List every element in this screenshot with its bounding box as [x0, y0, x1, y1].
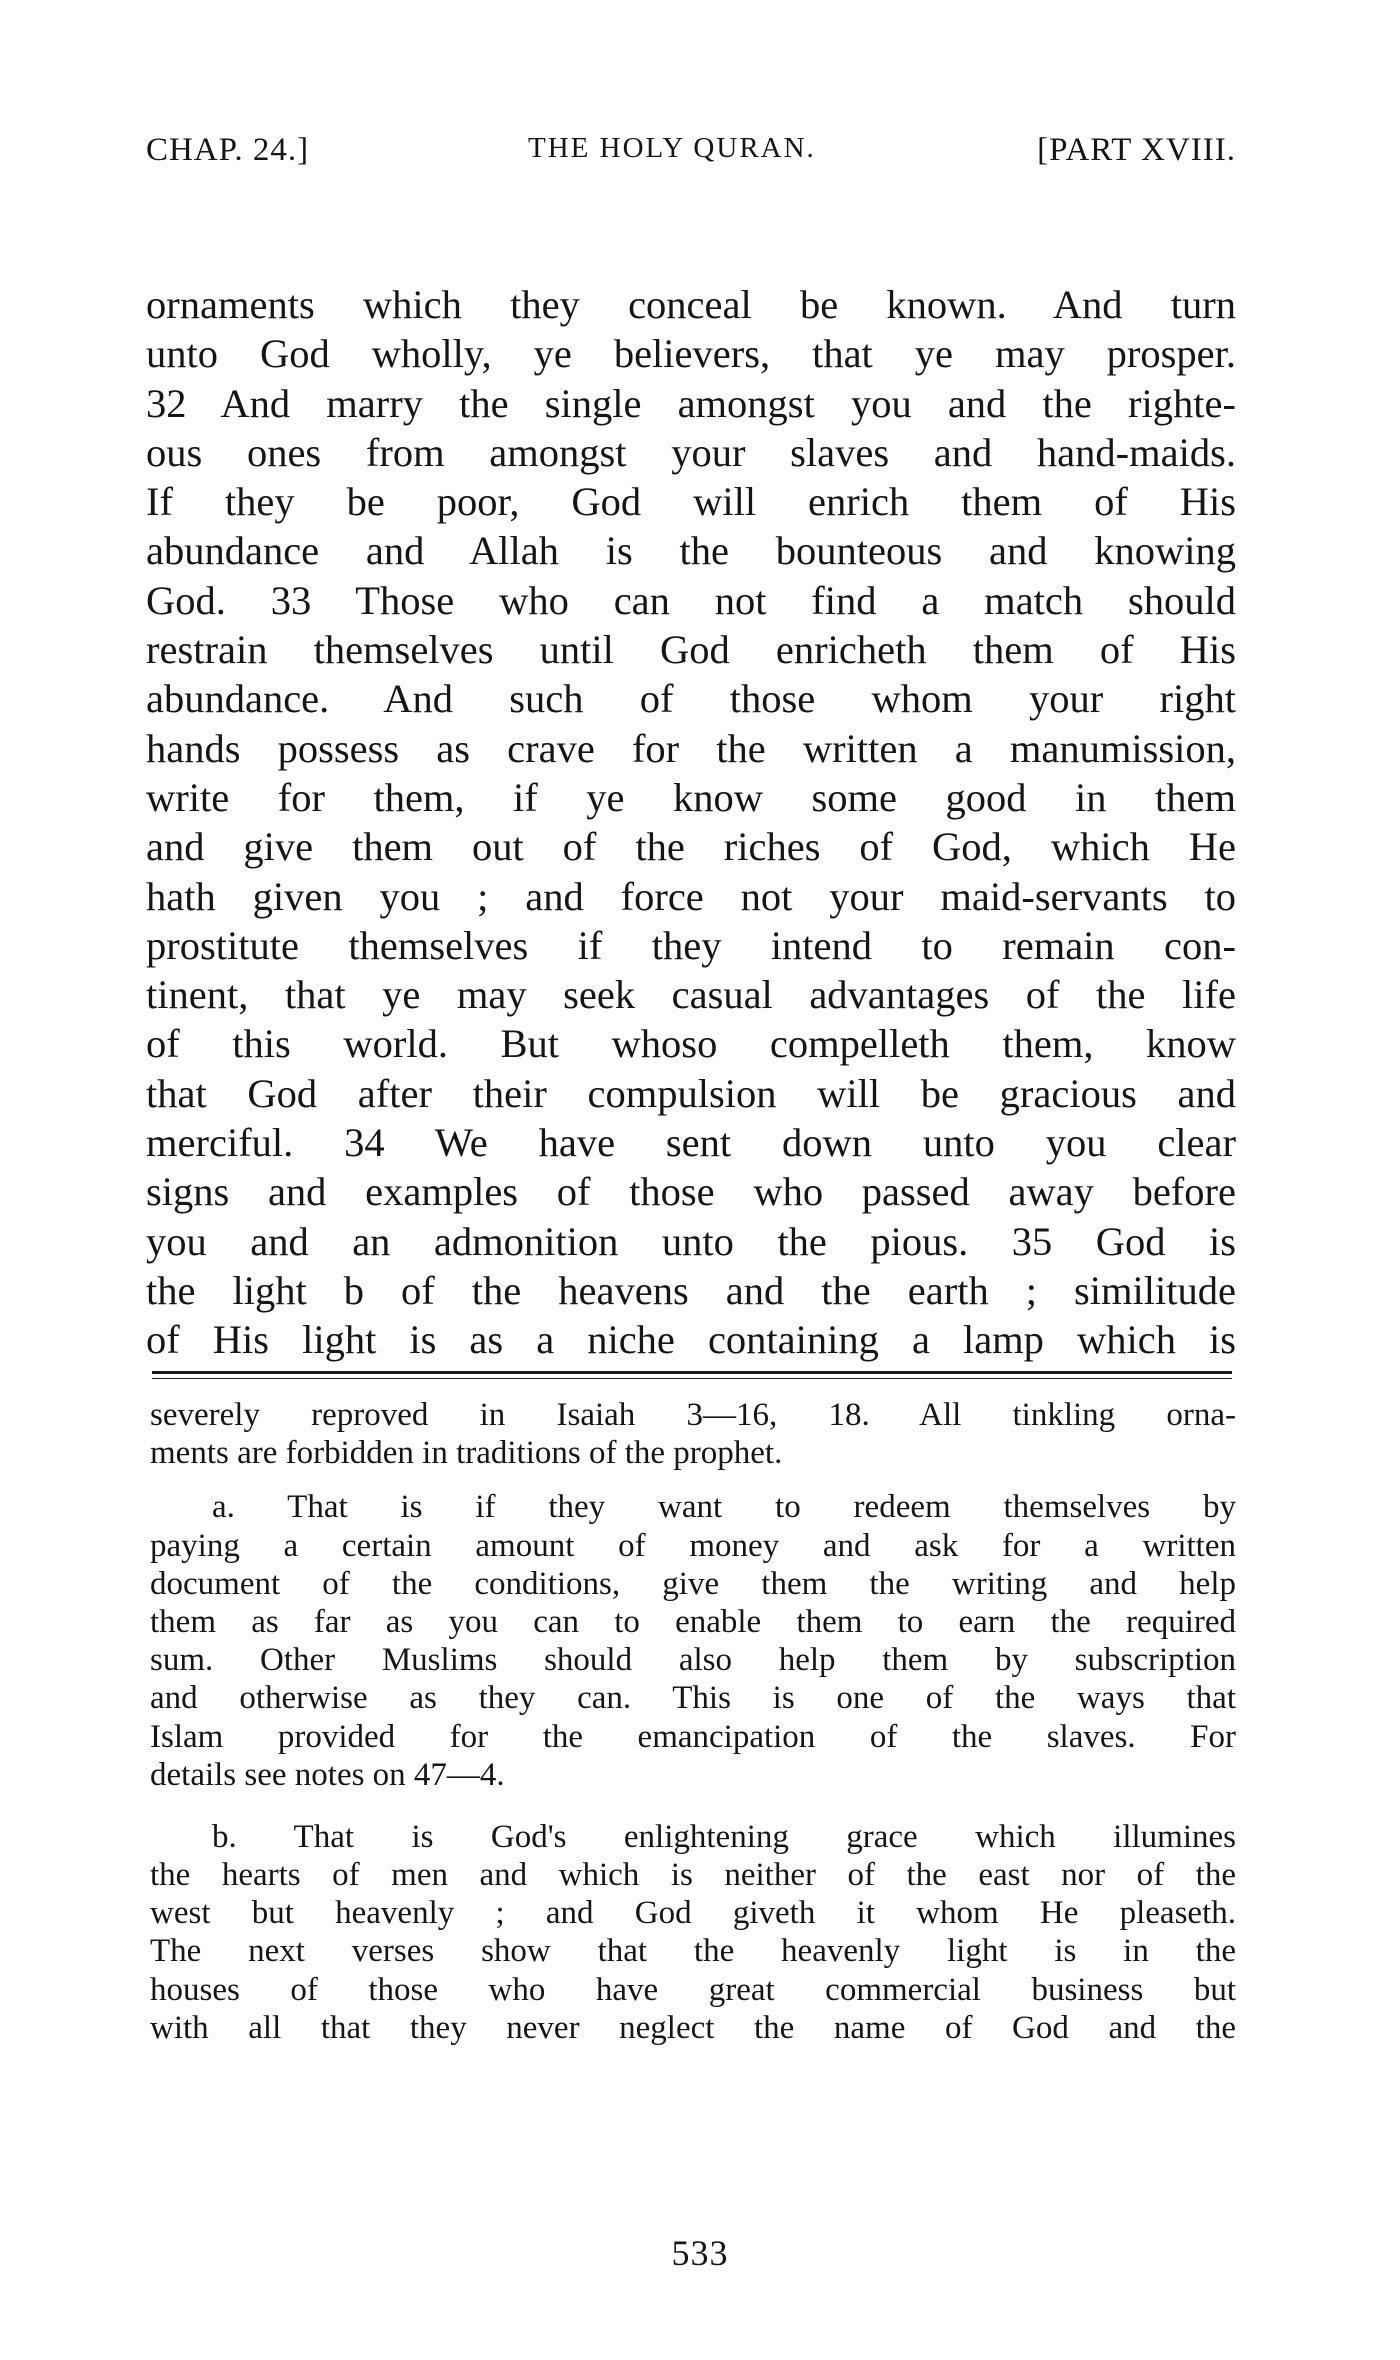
text-line: unto God wholly, ye believers, that ye may prosper. [146, 331, 1236, 377]
text-line: tinent, that ye may seek casual advantages of the life [146, 972, 1236, 1018]
footnote-line: sum. Other Muslims should also help them by subscription [150, 1642, 1236, 1679]
footnotes [150, 1396, 1236, 2063]
text-line: the light b of the heavens and the earth ; similitude [146, 1267, 1236, 1313]
text-line: If they be poor, God will enrich them of His [146, 479, 1236, 525]
text-line: abundance and Allah is the bounteous and knowing [146, 528, 1236, 574]
text-line: hath given you ; and force not your maid-servants to [146, 873, 1236, 919]
text-line: you and an admonition unto the pious. 35 God is [146, 1218, 1236, 1264]
text-line: abundance. And such of those whom your right [146, 676, 1236, 722]
footnote-line: a. That is if they want to redeem themselves by [212, 1489, 1236, 1526]
main-text [146, 280, 1236, 1365]
footnote-line: ments are forbidden in traditions of the prophet. [150, 1435, 783, 1472]
text-line: God. 33 Those who can not find a match should [146, 577, 1236, 623]
footnote-continuation [150, 1396, 1236, 1472]
footnote-line: the hearts of men and which is neither of the east nor of the [150, 1857, 1236, 1894]
text-line: ornaments which they conceal be known. And turn [146, 282, 1236, 327]
text-line: merciful. 34 We have sent down unto you clear [146, 1120, 1236, 1166]
page-number: 533 [671, 2233, 729, 2273]
footnote-line: details see notes on 47—4. [150, 1756, 505, 1793]
footnote-line: document of the conditions, give them the writing and help [150, 1565, 1236, 1602]
footnote-line: severely reproved in Isaiah 3—16, 18. All tinkling orna- [150, 1397, 1236, 1433]
text-line: write for them, if ye know some good in them [146, 774, 1236, 820]
text-line: hands possess as crave for the written a manumission, [146, 725, 1236, 771]
text-line: restrain themselves until God enricheth them of His [146, 627, 1236, 673]
text-line: prostitute themselves if they intend to remain con- [146, 922, 1236, 968]
text-line: that God after their compulsion will be gracious and [146, 1070, 1236, 1116]
footnote-divider [152, 1371, 1232, 1374]
text-line: signs and examples of those who passed away before [146, 1169, 1236, 1215]
footnote-a [150, 1488, 1236, 1794]
footnote-line: them as far as you can to enable them to earn the required [150, 1603, 1236, 1640]
footnote-line: with all that they never neglect the name of God and the [150, 2009, 1236, 2046]
text-line: and give them out of the riches of God, which He [146, 824, 1236, 870]
text-line: of His light is as a niche containing a lamp which is [146, 1317, 1236, 1363]
running-header [146, 132, 1236, 182]
chapter-label: CHAP. 24.] [146, 132, 310, 168]
footnote-line: west but heavenly ; and God giveth it whom He pleaseth. [150, 1895, 1236, 1932]
footnote-divider-thin [152, 1378, 1232, 1379]
footnote-line: paying a certain amount of money and ask for a written [150, 1527, 1236, 1564]
footnote-line: and otherwise as they can. This is one of the ways that [150, 1680, 1236, 1717]
footnote-b [150, 1818, 1236, 2047]
text-line: of this world. But whoso compelleth them, know [146, 1021, 1236, 1067]
part-label: [PART XVIII. [1037, 132, 1236, 168]
text-line: 32 And marry the single amongst you and the righte- [146, 380, 1236, 426]
text-line: ous ones from amongst your slaves and hand-maids. [146, 429, 1236, 475]
book-title: THE HOLY QURAN. [528, 132, 816, 164]
footnote-line: b. That is God's enlightening grace which illumines [212, 1818, 1236, 1855]
footnote-line: houses of those who have great commercial business but [150, 1971, 1236, 2008]
footnote-line: Islam provided for the emancipation of the slaves. For [150, 1718, 1236, 1755]
footnote-line: The next verses show that the heavenly light is in the [150, 1933, 1236, 1970]
